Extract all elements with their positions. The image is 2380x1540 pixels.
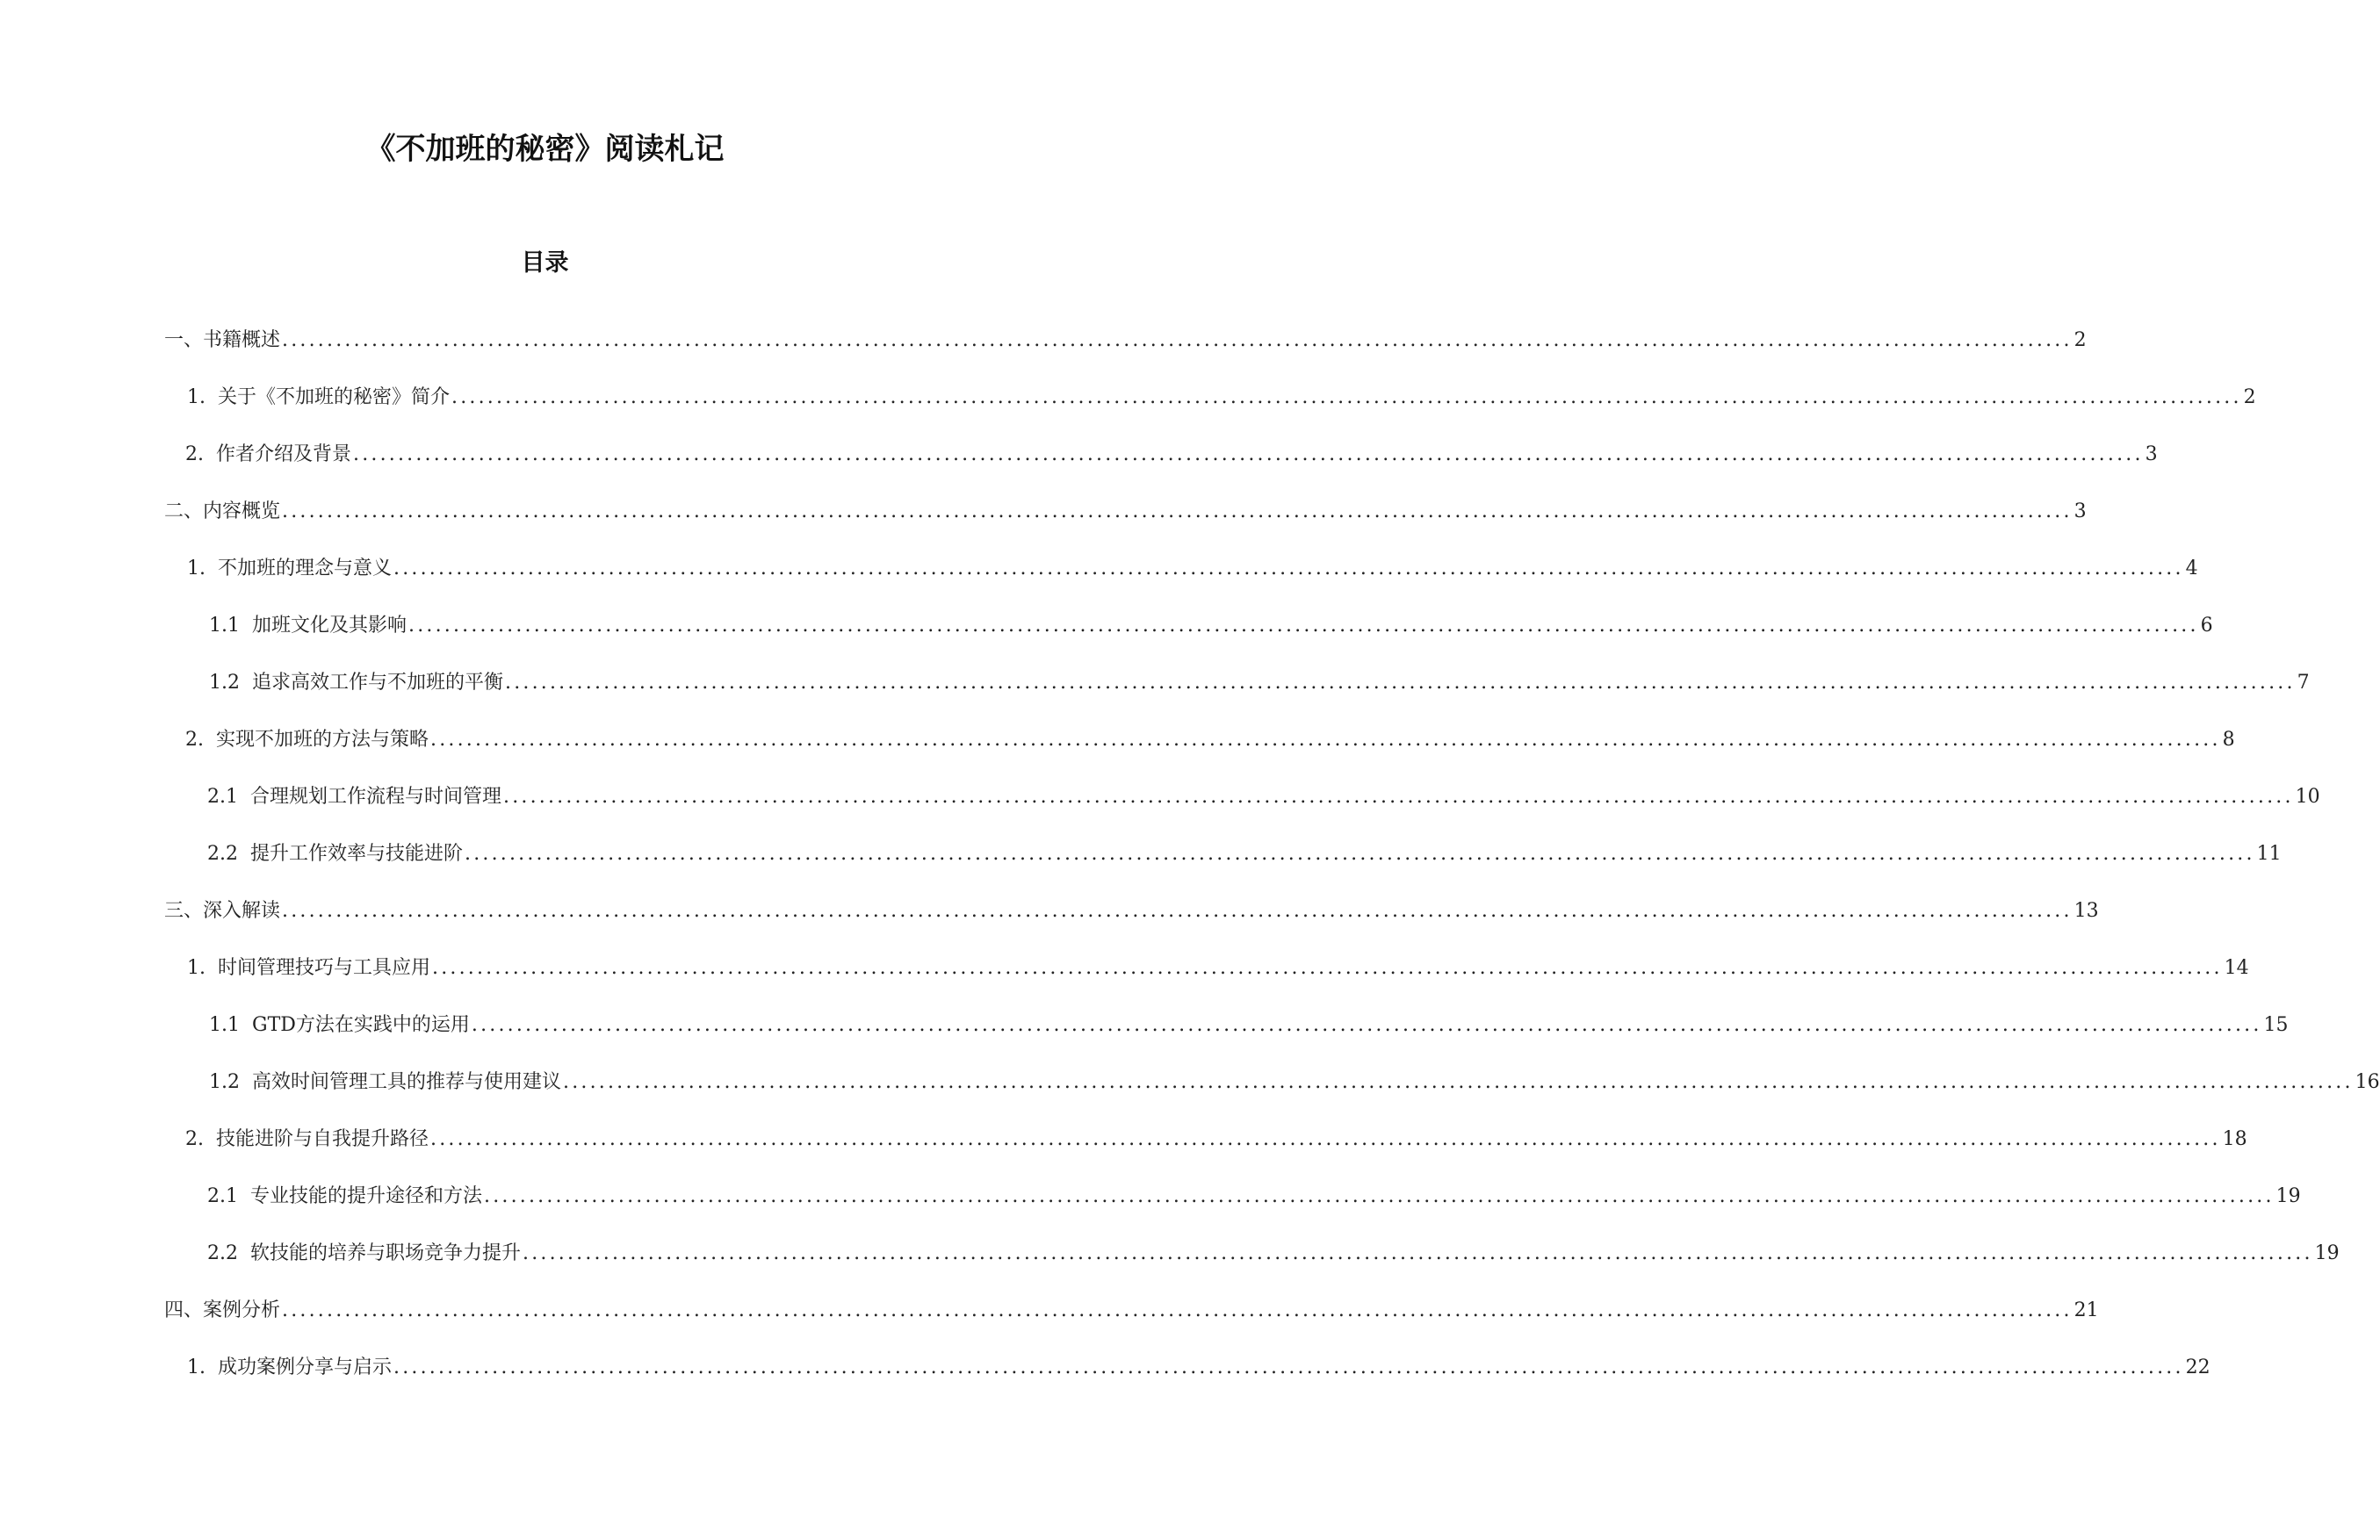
toc-leader-dots: ........................................................................................................................................................................................................ bbox=[432, 957, 2223, 979]
toc-leader-dots: ........................................................................................................................................................................................................ bbox=[465, 843, 2255, 865]
toc-entry[interactable] bbox=[207, 1232, 2340, 1267]
toc-entry-page: 7 bbox=[2297, 672, 2310, 694]
toc-entry[interactable] bbox=[164, 889, 2099, 925]
toc-leader-dots: ........................................................................................................................................................................................................ bbox=[430, 1128, 2221, 1150]
toc-entry-page: 10 bbox=[2295, 786, 2320, 808]
toc-entry-number: 2.2 bbox=[207, 843, 238, 865]
toc-leader-dots: ........................................................................................................................................................................................................ bbox=[282, 329, 2073, 351]
toc-heading: 目录 bbox=[521, 249, 569, 277]
document-title: 《不加班的秘密》阅读札记 bbox=[365, 132, 725, 167]
toc-entry[interactable] bbox=[164, 1289, 2099, 1324]
toc-entry[interactable] bbox=[185, 718, 2235, 753]
toc-entry[interactable] bbox=[207, 775, 2320, 810]
toc-entry-label: 软技能的培养与职场竞争力提升 bbox=[250, 1242, 522, 1264]
toc-entry-number: 二、 bbox=[164, 500, 204, 522]
toc-entry-label: 高效时间管理工具的推荐与使用建议 bbox=[252, 1071, 562, 1093]
toc-leader-dots: ........................................................................................................................................................................................................ bbox=[353, 443, 2144, 465]
toc-entry-label: 案例分析 bbox=[203, 1299, 281, 1321]
toc-entry-label: 合理规划工作流程与时间管理 bbox=[250, 786, 502, 808]
toc-entry-number: 2.1 bbox=[207, 1185, 238, 1207]
toc-entry[interactable] bbox=[209, 661, 2310, 696]
toc-leader-dots: ........................................................................................................................................................................................................ bbox=[282, 1299, 2073, 1321]
toc-entry-number: 1.1 bbox=[209, 1014, 240, 1036]
toc-leader-dots: ........................................................................................................................................................................................................ bbox=[484, 1185, 2275, 1207]
toc-entry-page: 2 bbox=[2073, 329, 2087, 351]
toc-leader-dots: ........................................................................................................................................................................................................ bbox=[451, 386, 2242, 408]
toc-entry-page: 18 bbox=[2222, 1128, 2247, 1150]
toc-entry-page: 14 bbox=[2224, 957, 2249, 979]
toc-entry-label: 书籍概述 bbox=[203, 329, 281, 351]
toc-entry-number: 1. bbox=[187, 386, 206, 408]
toc-entry[interactable] bbox=[187, 376, 2256, 411]
toc-entry-number: 2. bbox=[185, 443, 204, 465]
toc-entry-number: 1.1 bbox=[209, 615, 240, 637]
toc-entry-number: 2. bbox=[185, 1128, 204, 1150]
toc-leader-dots: ........................................................................................................................................................................................................ bbox=[430, 729, 2221, 751]
toc-leader-dots: ........................................................................................................................................................................................................ bbox=[282, 900, 2073, 922]
toc-entry-page: 6 bbox=[2200, 615, 2213, 637]
toc-entry-number: 一、 bbox=[164, 329, 204, 351]
toc-entry-page: 13 bbox=[2073, 900, 2099, 922]
toc-entry-page: 11 bbox=[2256, 843, 2282, 865]
toc-leader-dots: ........................................................................................................................................................................................................ bbox=[505, 672, 2296, 694]
toc-entry-label: 作者介绍及背景 bbox=[216, 443, 352, 465]
toc-entry-page: 15 bbox=[2263, 1014, 2289, 1036]
toc-entry[interactable] bbox=[164, 319, 2087, 354]
toc-entry-label: 成功案例分享与启示 bbox=[218, 1356, 393, 1378]
toc-entry-page: 3 bbox=[2145, 443, 2158, 465]
toc-entry-page: 8 bbox=[2222, 729, 2235, 751]
toc-entry-page: 3 bbox=[2073, 500, 2087, 522]
toc-entry-label: 专业技能的提升途径和方法 bbox=[250, 1185, 483, 1207]
toc-leader-dots: ........................................................................................................................................................................................................ bbox=[408, 615, 2199, 637]
toc-entry-number: 1.2 bbox=[209, 672, 240, 694]
toc-entry-page: 19 bbox=[2314, 1242, 2340, 1264]
toc-entry-label: 不加班的理念与意义 bbox=[218, 558, 393, 579]
toc-entry[interactable] bbox=[187, 946, 2249, 982]
toc-leader-dots: ........................................................................................................................................................................................................ bbox=[563, 1071, 2354, 1093]
toc-entry-page: 21 bbox=[2073, 1299, 2099, 1321]
toc-entry-number: 1.2 bbox=[209, 1071, 240, 1093]
toc-entry-label: 内容概览 bbox=[203, 500, 281, 522]
toc-leader-dots: ........................................................................................................................................................................................................ bbox=[503, 786, 2294, 808]
toc-entry-page: 4 bbox=[2185, 558, 2198, 579]
toc-entry-number: 1. bbox=[187, 558, 206, 579]
toc-entry[interactable] bbox=[207, 832, 2282, 867]
toc-entry[interactable] bbox=[209, 604, 2213, 639]
toc-entry-number: 1. bbox=[187, 1356, 206, 1378]
toc-entry-label: 深入解读 bbox=[203, 900, 281, 922]
toc-entry[interactable] bbox=[207, 1175, 2301, 1210]
toc-entry[interactable] bbox=[209, 1004, 2289, 1039]
toc-entry-page: 16 bbox=[2355, 1071, 2380, 1093]
toc-entry[interactable] bbox=[187, 1346, 2211, 1381]
toc-entry-number: 1. bbox=[187, 957, 206, 979]
toc-leader-dots: ........................................................................................................................................................................................................ bbox=[282, 500, 2073, 522]
toc-entry-label: 追求高效工作与不加班的平衡 bbox=[252, 672, 504, 694]
toc-entry-label: 关于《不加班的秘密》简介 bbox=[218, 386, 451, 408]
toc-entry-label: 提升工作效率与技能进阶 bbox=[250, 843, 464, 865]
toc-entry[interactable] bbox=[209, 1061, 2380, 1096]
toc-leader-dots: ........................................................................................................................................................................................................ bbox=[523, 1242, 2313, 1264]
toc-entry-number: 四、 bbox=[164, 1299, 204, 1321]
toc-entry-label: 技能进阶与自我提升路径 bbox=[216, 1128, 429, 1150]
toc-entry[interactable] bbox=[185, 433, 2158, 468]
toc-entry-label: GTD方法在实践中的运用 bbox=[252, 1014, 470, 1036]
toc-entry-number: 三、 bbox=[164, 900, 204, 922]
toc-entry-page: 22 bbox=[2185, 1356, 2211, 1378]
toc-entry[interactable] bbox=[164, 490, 2087, 525]
toc-entry-label: 时间管理技巧与工具应用 bbox=[218, 957, 431, 979]
toc-leader-dots: ........................................................................................................................................................................................................ bbox=[393, 1356, 2184, 1378]
toc-entry-page: 2 bbox=[2243, 386, 2256, 408]
toc-leader-dots: ........................................................................................................................................................................................................ bbox=[393, 558, 2184, 579]
toc-entry-label: 加班文化及其影响 bbox=[252, 615, 407, 637]
toc-entry-page: 19 bbox=[2275, 1185, 2301, 1207]
toc-entry-number: 2. bbox=[185, 729, 204, 751]
toc-leader-dots: ........................................................................................................................................................................................................ bbox=[471, 1014, 2262, 1036]
toc-entry[interactable] bbox=[187, 547, 2198, 582]
toc-entry-label: 实现不加班的方法与策略 bbox=[216, 729, 429, 751]
toc-entry[interactable] bbox=[185, 1118, 2247, 1153]
toc-entry-number: 2.2 bbox=[207, 1242, 238, 1264]
toc-entry-number: 2.1 bbox=[207, 786, 238, 808]
